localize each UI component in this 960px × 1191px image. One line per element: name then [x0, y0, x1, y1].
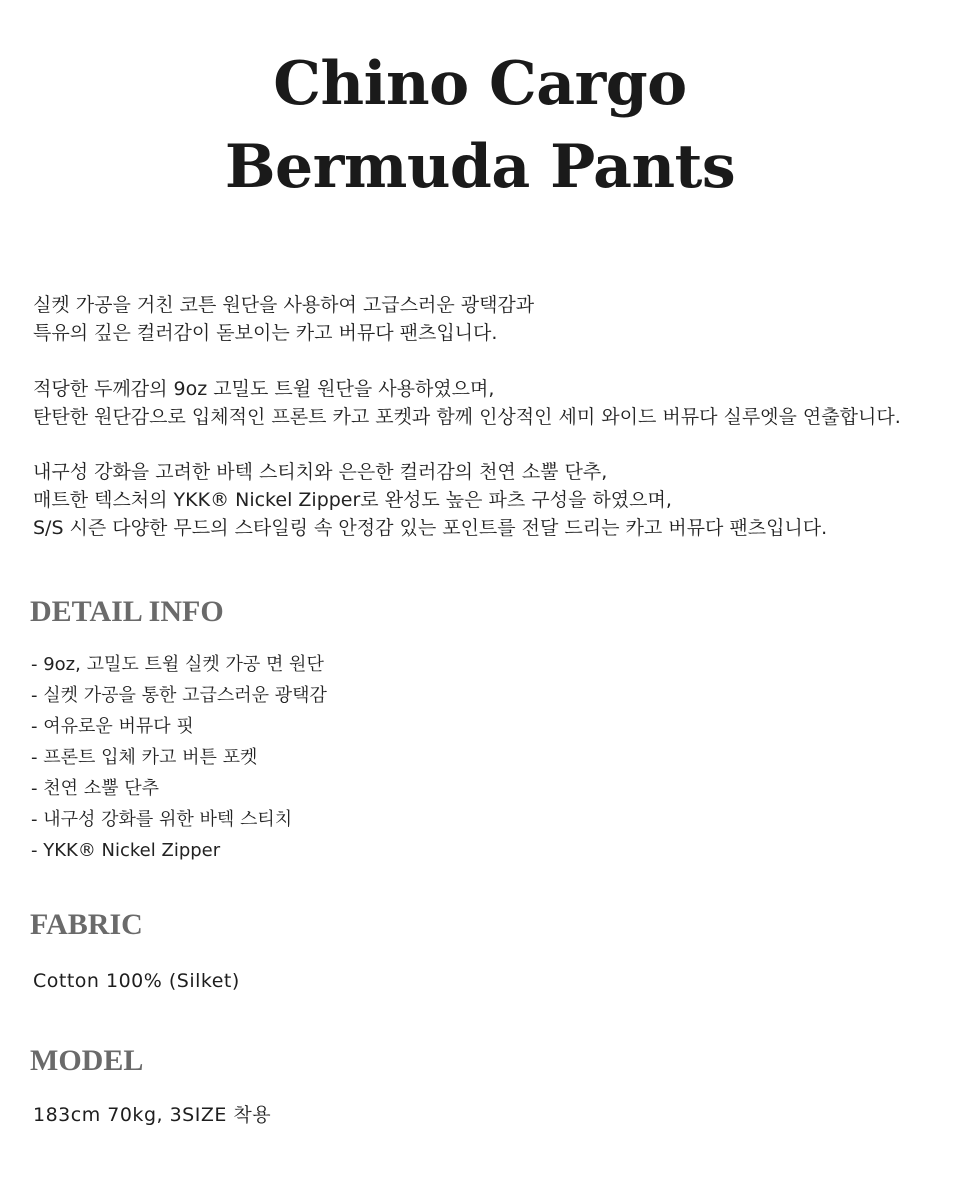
description-line: 매트한 텍스처의 YKK® Nickel Zipper로 완성도 높은 파츠 구성을 하였으며,: [33, 489, 672, 511]
model-value: 183cm 70kg, 3SIZE 착용: [33, 1104, 272, 1126]
detail-info-heading: DETAIL INFO: [30, 595, 224, 628]
description-paragraph-1: [33, 291, 933, 347]
detail-info-item: - 내구성 강화를 위한 바텍 스티치: [31, 809, 293, 830]
product-title-line-1: Chino Cargo: [273, 49, 687, 119]
detail-info-item: - 천연 소뿔 단추: [31, 778, 159, 799]
detail-info-item: - 9oz, 고밀도 트윌 실켓 가공 면 원단: [31, 654, 324, 675]
description-line: 탄탄한 원단감으로 입체적인 프론트 카고 포켓과 함께 인상적인 세미 와이드 버뮤다 실루엣을 연출합니다.: [33, 406, 901, 428]
product-title-line-2: Bermuda Pants: [224, 132, 736, 202]
description-line: 내구성 강화을 고려한 바텍 스티치와 은은한 컬러감의 천연 소뿔 단추,: [33, 461, 608, 483]
detail-info-list: [31, 649, 327, 866]
fabric-value: Cotton 100% (Silket): [33, 970, 240, 992]
description-paragraph-2: [33, 375, 933, 431]
detail-info-item: - 실켓 가공을 통한 고급스러운 광택감: [31, 685, 327, 706]
detail-info-item: - 프론트 입체 카고 버튼 포켓: [31, 747, 258, 768]
fabric-heading: FABRIC: [30, 908, 143, 941]
description-line: 특유의 깊은 컬러감이 돋보이는 카고 버뮤다 팬츠입니다.: [33, 322, 498, 344]
description-line: 적당한 두께감의 9oz 고밀도 트윌 원단을 사용하였으며,: [33, 378, 495, 400]
description-line: 실켓 가공을 거친 코튼 원단을 사용하여 고급스러운 광택감과: [33, 294, 535, 316]
description-paragraph-3: [33, 458, 933, 542]
detail-info-item: - YKK® Nickel Zipper: [31, 840, 221, 861]
model-heading: MODEL: [30, 1044, 144, 1077]
detail-info-item: - 여유로운 버뮤다 핏: [31, 716, 194, 737]
description-line: S/S 시즌 다양한 무드의 스타일링 속 안정감 있는 포인트를 전달 드리는 카고 버뮤다 팬츠입니다.: [33, 517, 828, 539]
